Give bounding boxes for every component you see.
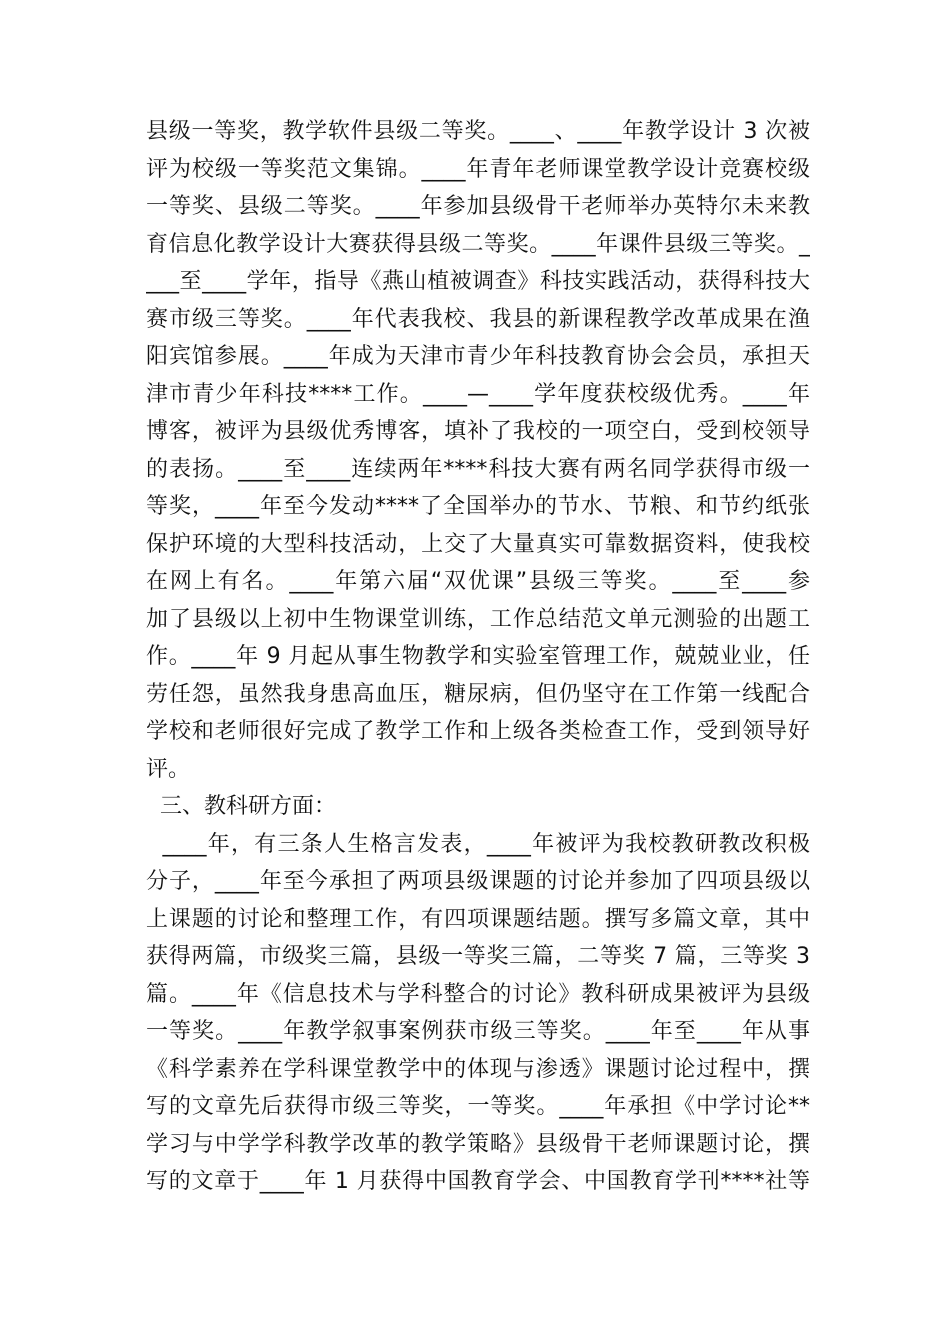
paragraph-awards: [146, 113, 810, 788]
text-line: 县级一等奖，教学软件县级二等奖。____、____年教学设计 3 次被: [146, 119, 810, 144]
text-line: 在网上有名。____年第六届“双优课”县级三等奖。____至____参: [146, 569, 810, 594]
text-line: ____年，有三条人生格言发表，____年被评为我校教研教改积极: [146, 831, 810, 857]
text-line: 上课题的讨论和整理工作，有四项课题结题。撰写多篇文章，其中: [146, 906, 810, 932]
text-line: 获得两篇，市级奖三篇，县级一等奖三篇，二等奖 7 篇，三等奖 3: [146, 944, 810, 969]
text-line: 作。____年 9 月起从事生物教学和实验室管理工作，兢兢业业，任: [146, 644, 810, 669]
text-line: 保护环境的大型科技活动，上交了大量真实可靠数据资料，使我校: [146, 531, 810, 557]
section-heading: 三、教科研方面：: [146, 794, 336, 819]
text-line: 劳任怨，虽然我身患高血压，糖尿病，但仍坚守在工作第一线配合: [146, 681, 810, 707]
text-line: 学习与中学学科教学改革的教学策略》县级骨干老师课题讨论，撰: [146, 1131, 810, 1157]
text-line: 一等奖。____年教学叙事案例获市级三等奖。____年至____年从事: [146, 1019, 810, 1044]
text-line: 评。: [146, 756, 191, 782]
text-line: 分子，____年至今承担了两项县级课题的讨论并参加了四项县级以: [146, 869, 810, 894]
text-line: 阳宾馆参展。____年成为天津市青少年科技教育协会会员，承担天: [146, 344, 810, 369]
text-line: 一等奖、县级二等奖。____年参加县级骨干老师举办英特尔未来教: [146, 194, 810, 219]
document-body: [146, 113, 810, 1201]
text-line: 的表扬。____至____连续两年****科技大赛有两名同学获得市级一: [146, 456, 810, 482]
text-line: 等奖，____年至今发动****了全国举办的节水、节粮、和节约纸张: [146, 494, 810, 519]
text-line: 篇。____年《信息技术与学科整合的讨论》教科研成果被评为县级: [146, 981, 810, 1007]
text-line: 加了县级以上初中生物课堂训练，工作总结范文单元测验的出题工: [146, 606, 810, 632]
text-line: 写的文章于____年 1 月获得中国教育学会、中国教育学刊****社等: [146, 1169, 810, 1194]
text-line: 《科学素养在学科课堂教学中的体现与渗透》课题讨论过程中，撰: [146, 1056, 810, 1082]
text-line: 博客，被评为县级优秀博客，填补了我校的一项空白，受到校领导: [146, 419, 810, 444]
text-line: 评为校级一等奖范文集锦。____年青年老师课堂教学设计竞赛校级: [146, 156, 810, 182]
paragraph-research: [146, 826, 810, 1201]
text-line: 写的文章先后获得市级三等奖，一等奖。____年承担《中学讨论**: [146, 1094, 810, 1119]
text-line: 育信息化教学设计大赛获得县级二等奖。____年课件县级三等奖。_: [146, 231, 810, 257]
text-line: ___至____学年，指导《燕山植被调查》科技实践活动，获得科技大: [146, 269, 810, 294]
text-line: 学校和老师很好完成了教学工作和上级各类检查工作，受到领导好: [146, 719, 810, 744]
text-line: 赛市级三等奖。____年代表我校、我县的新课程教学改革成果在渔: [146, 306, 810, 332]
text-line: 津市青少年科技****工作。____—____学年度获校级优秀。____年: [146, 381, 810, 407]
